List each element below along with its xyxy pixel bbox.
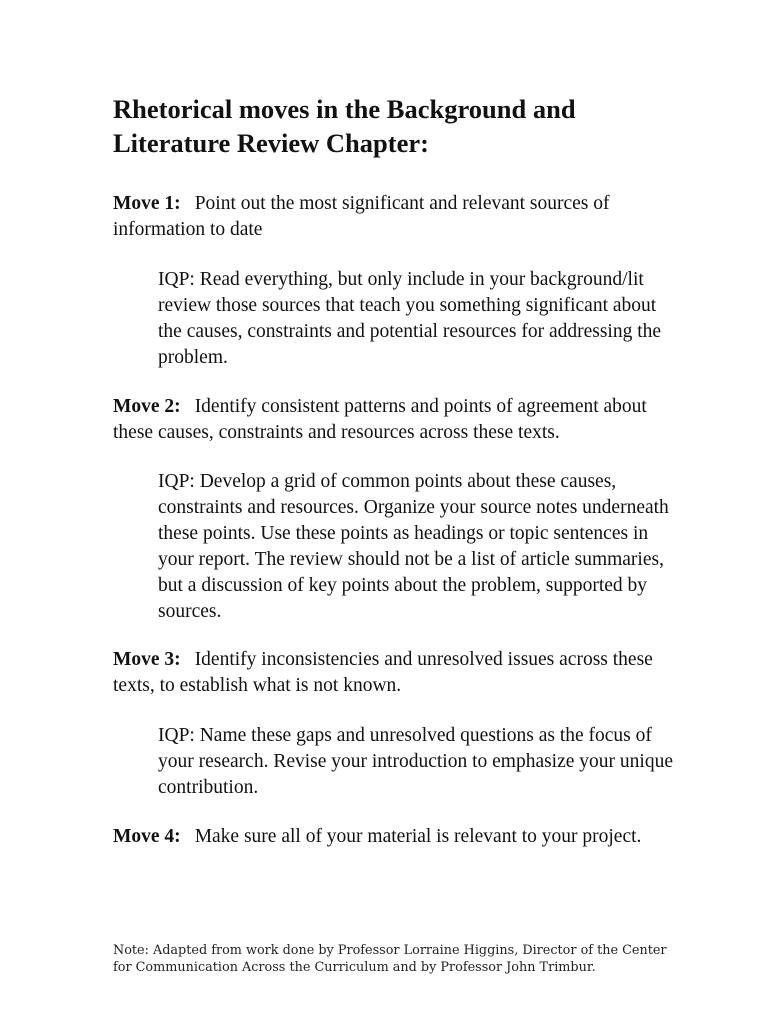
move-1-iqp: IQP: Read everything, but only include in your background/lit review those sources that teach you something significant about the causes, constraints and potential resources for addressing the problem. xyxy=(158,269,662,368)
move-2 xyxy=(113,394,673,446)
move-3 xyxy=(113,647,673,699)
attribution-note: Note: Adapted from work done by Professor Lorraine Higgins, Director of the Center for Communication Across the Curriculum and by Professor John Trimbur. xyxy=(113,943,667,975)
move-2-iqp: IQP: Develop a grid of common points about these causes, constraints and resources. Organize your source notes underneath these points. Use these points as headings or topic sentences in your report. The review should not be a list of article summaries, but a discussion of key points about the problem, supported by sources. xyxy=(158,471,669,622)
move-2-label: Move 2: xyxy=(113,396,181,417)
move-4 xyxy=(113,824,673,850)
move-3-text: Identify inconsistencies and unresolved issues across these texts, to establish what is not known. xyxy=(113,649,653,696)
move-3-iqp: IQP: Name these gaps and unresolved questions as the focus of your research. Revise your introduction to emphasize your unique contribution. xyxy=(158,725,673,798)
move-3-label: Move 3: xyxy=(113,649,181,670)
move-4-label: Move 4: xyxy=(113,826,181,847)
move-1-text: Point out the most significant and relevant sources of information to date xyxy=(113,193,610,240)
document-title: Rhetorical moves in the Background and Literature Review Chapter: xyxy=(113,94,576,158)
move-2-text: Identify consistent patterns and points of agreement about these causes, constraints and resources across these texts. xyxy=(113,396,647,443)
move-1 xyxy=(113,191,673,243)
move-4-text: Make sure all of your material is relevant to your project. xyxy=(194,826,642,847)
move-1-label: Move 1: xyxy=(113,193,181,214)
